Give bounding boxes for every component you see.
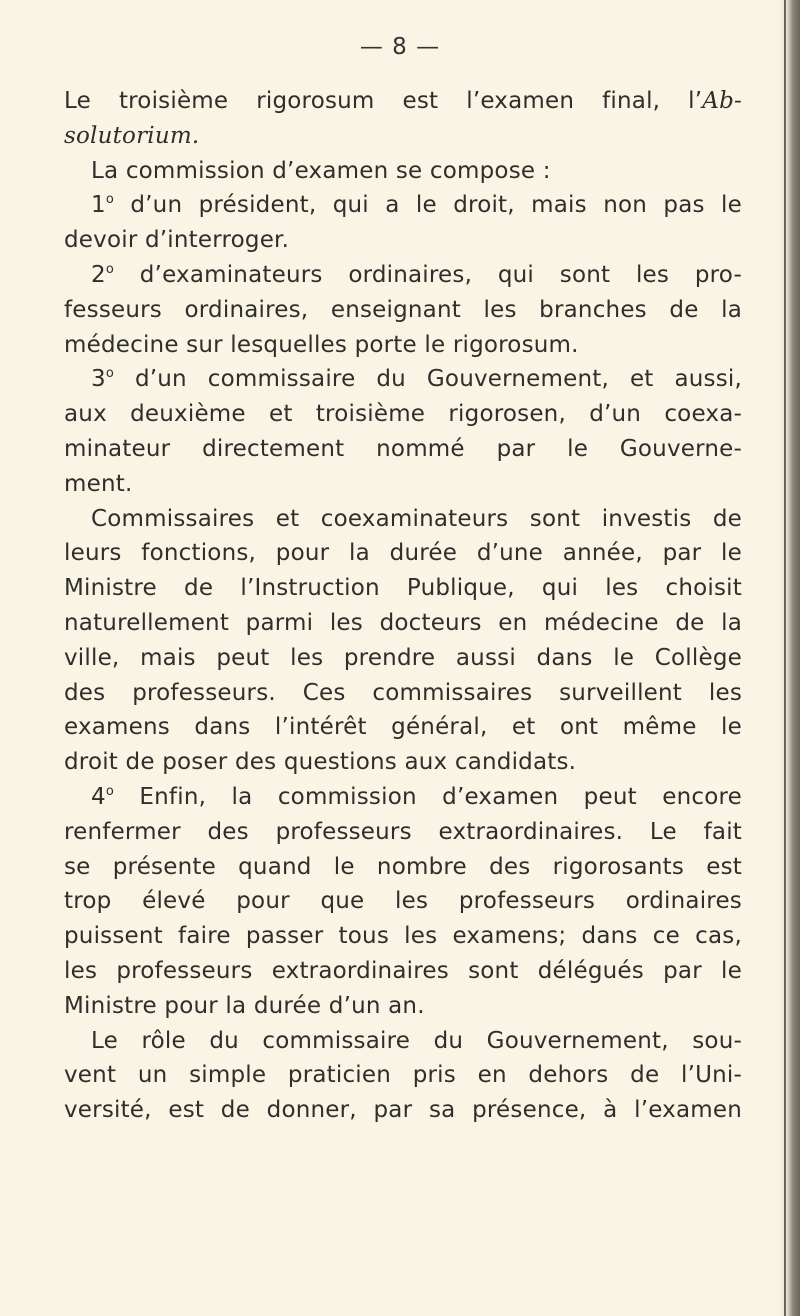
text-line: leurs fonctions, pour la durée d’une année, par le <box>64 540 742 567</box>
text-line: se présente quand le nombre des rigorosants est <box>64 853 742 880</box>
list-item-4: 4$^o$ Enfin, la commission d’examen peut encore <box>91 783 742 810</box>
text-line: naturellement parmi les docteurs en médecine de la <box>64 609 742 636</box>
text-line: solutorium. <box>64 122 200 149</box>
list-item-1: 1$^o$ d’un président, qui a le droit, mais non pas le <box>91 192 742 219</box>
list-item-3: 3$^o$ d’un commissaire du Gouvernement, et aussi, <box>91 366 742 393</box>
text-line: Commissaires et coexaminateurs sont investis de <box>91 505 742 532</box>
body-text <box>64 84 742 1128</box>
page-edge-shadow <box>778 0 800 1316</box>
text-line: examens dans l’intérêt général, et ont même le <box>64 714 742 741</box>
text-line: ment. <box>64 470 133 497</box>
text-line: fesseurs ordinaires, enseignant les branches de la <box>64 296 742 323</box>
text-line: minateur directement nommé par le Gouverne- <box>64 435 742 462</box>
text-line: des professeurs. Ces commissaires surveillent les <box>64 679 742 706</box>
text-line: Ministre de l’Instruction Publique, qui les choisit <box>64 575 742 602</box>
text-line: trop élevé pour que les professeurs ordinaires <box>64 888 742 915</box>
text-line: puissent faire passer tous les examens; dans ce cas, <box>64 923 742 950</box>
text-line: vent un simple praticien pris en dehors de l’Uni- <box>64 1062 742 1089</box>
text-line: aux deuxième et troisième rigorosen, d’un coexa- <box>64 401 742 428</box>
text-line: droit de poser des questions aux candidats. <box>64 749 577 776</box>
page-edge-line <box>784 0 786 1316</box>
text-line: Le troisième rigorosum est l’examen final, l’Ab- <box>64 88 742 114</box>
text-line: médecine sur lesquelles porte le rigorosum. <box>64 331 579 358</box>
text-line: La commission d’examen se compose : <box>91 157 551 184</box>
text-line: Ministre pour la durée d’un an. <box>64 992 425 1019</box>
page-number: — 8 — <box>359 34 441 60</box>
list-item-2: 2$^o$ d’examinateurs ordinaires, qui sont les pro- <box>91 261 742 288</box>
text-line: versité, est de donner, par sa présence, à l’examen <box>64 1097 742 1124</box>
text-line: les professeurs extraordinaires sont délégués par le <box>64 957 742 984</box>
text-line: renfermer des professeurs extraordinaires. Le fait <box>64 818 742 845</box>
text-line: devoir d’interroger. <box>64 227 290 254</box>
text-line: Le rôle du commissaire du Gouvernement, sou- <box>91 1027 742 1054</box>
text-line: ville, mais peut les prendre aussi dans le Collège <box>64 644 742 671</box>
